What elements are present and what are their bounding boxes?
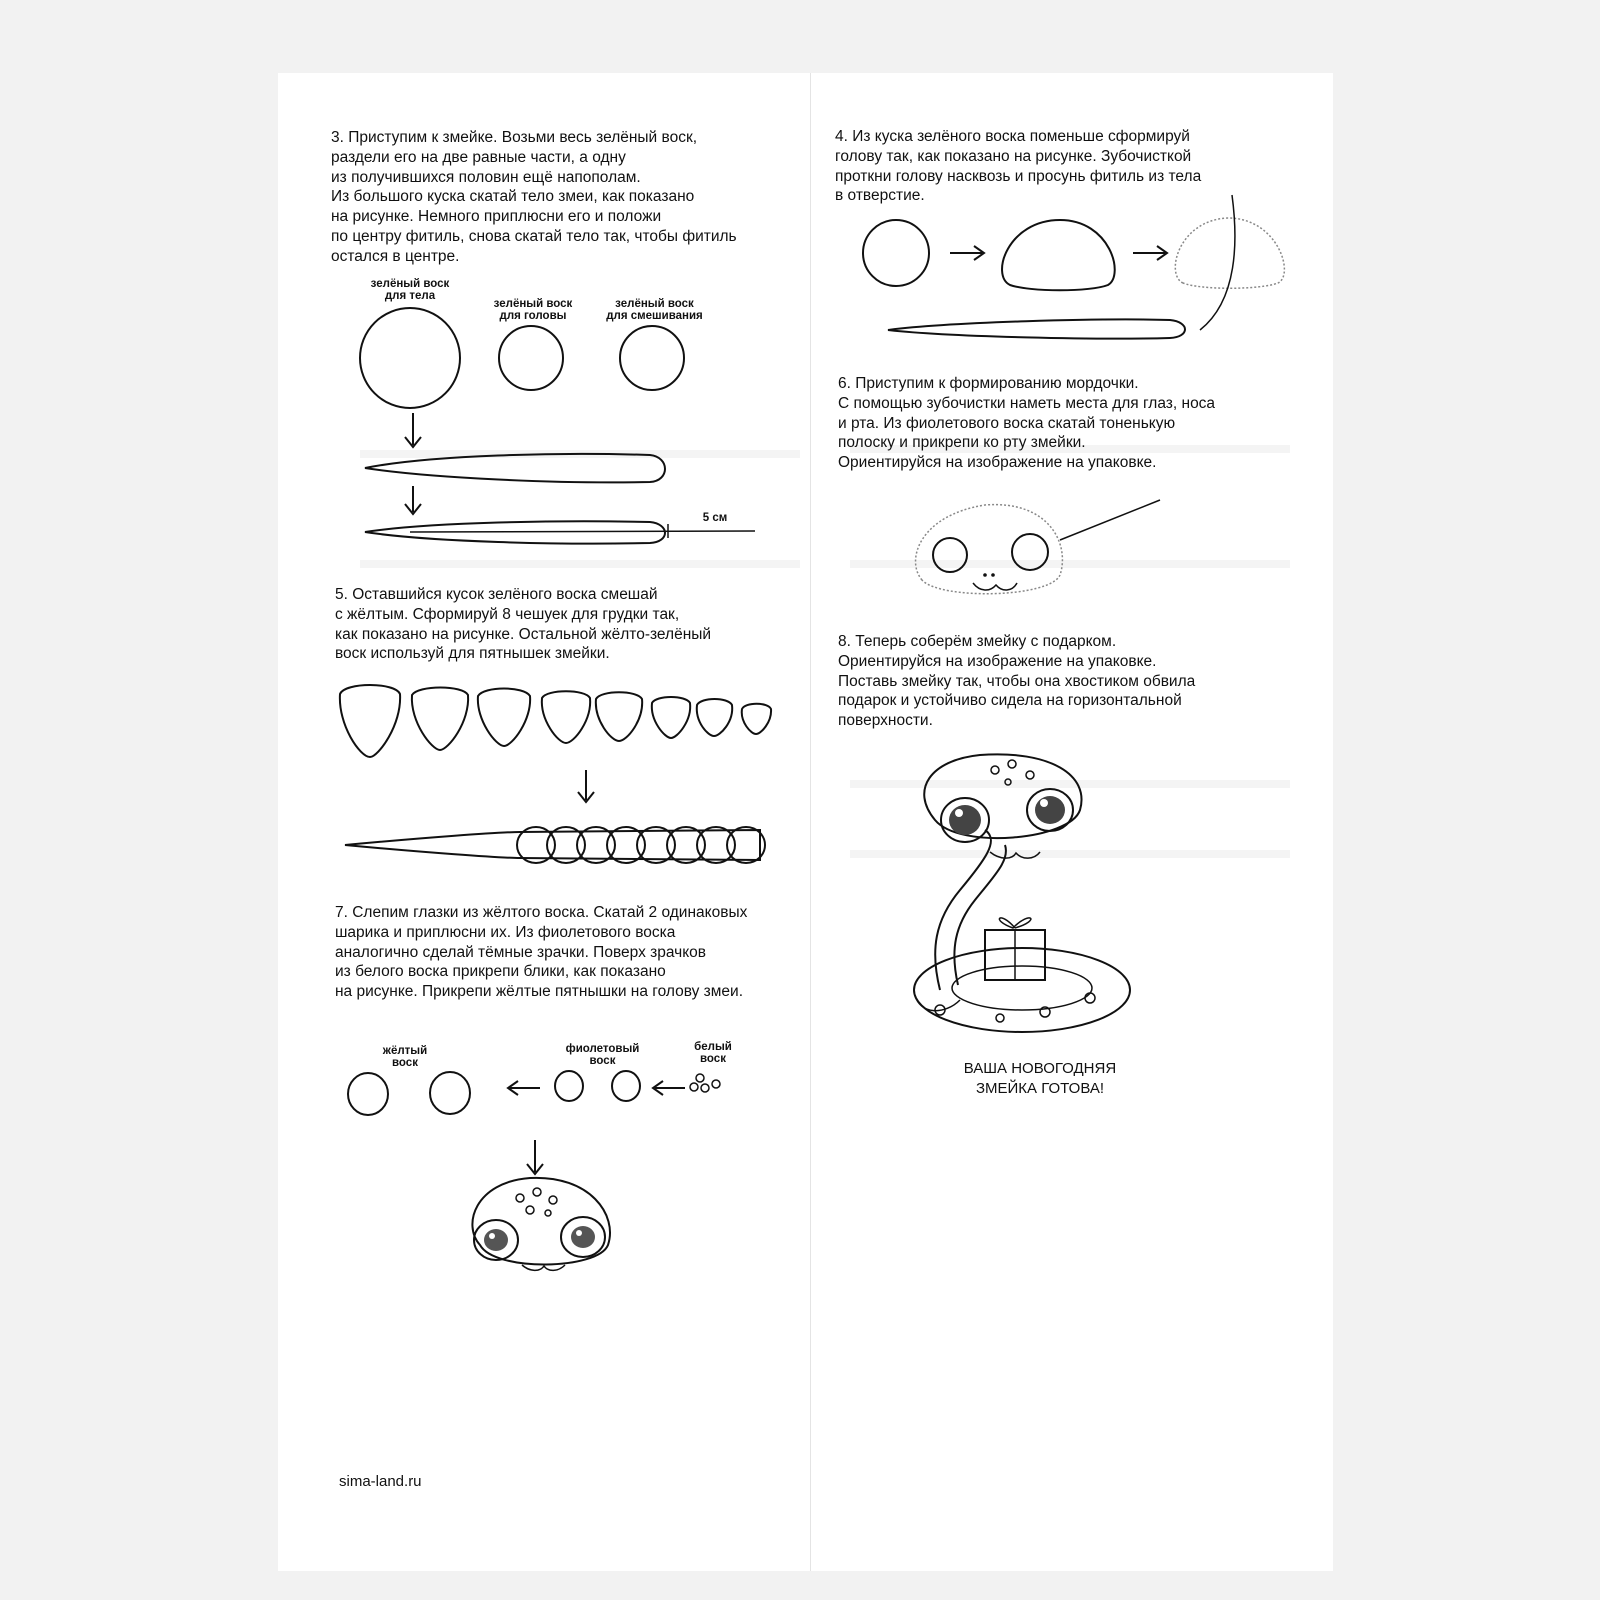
label-mix-wax: зелёный воск для смешивания (606, 298, 703, 322)
text-line: и рта. Из фиолетового воска скатай тоненькую (838, 414, 1176, 432)
label-violet-wax: фиолетовый воск (565, 1043, 640, 1067)
text-line: С помощью зубочистки наметь места для глаз, носа (838, 394, 1216, 412)
violet-ball (612, 1071, 640, 1101)
body-wax-ball (360, 308, 460, 408)
head-shape (1002, 220, 1115, 290)
text-line: 6. Приступим к формированию мордочки. (838, 375, 1139, 392)
text-line: Ориентируйся на изображение на упаковке. (838, 454, 1157, 472)
text-line: Поставь змейку так, чтобы она хвостиком обвила (838, 672, 1196, 690)
text-line: аналогично сделай тёмные зрачки. Поверх зрачков (335, 943, 707, 961)
text-line: как показано на рисунке. Остальной жёлто-зелёный (335, 625, 712, 643)
yellow-ball (348, 1073, 388, 1115)
white-dots (690, 1074, 720, 1092)
wick-through-head (1200, 195, 1235, 330)
violet-ball (555, 1071, 583, 1101)
text-line: воск используй для пятнышек змейки. (335, 645, 610, 663)
yellow-ball (430, 1072, 470, 1114)
text-line: 8. Теперь соберём змейку с подарком. (838, 633, 1117, 650)
finished-snake-illustration (914, 754, 1130, 1032)
label-yellow-wax: жёлтый воск (382, 1045, 428, 1069)
body-with-scales (345, 827, 765, 863)
text-line: на рисунке. Прикрепи жёлтые пятнышки на голову змеи. (335, 983, 743, 1001)
arrow-down-icon (578, 770, 594, 802)
snake-body-roll (365, 454, 665, 482)
final-caption: ВАША НОВОГОДНЯЯ ЗМЕЙКА ГОТОВА! (963, 1060, 1117, 1097)
label-white-wax: белый воск (694, 1041, 732, 1065)
text-line: из белого воска прикрепи блики, как показано (335, 963, 666, 981)
text-line: из получившихся половин ещё напополам. (331, 168, 641, 186)
head-wax-ball (499, 326, 563, 390)
site-url: sima-land.ru (339, 1473, 422, 1490)
text-line: проткни голову насквозь и просунь фитиль из тела (835, 167, 1202, 185)
text-line: раздели его на две равные части, а одну (331, 148, 626, 166)
head-ball (863, 220, 929, 286)
snake-body-with-wick (888, 319, 1185, 338)
text-line: полоску и прикрепи ко рту змейки. (838, 434, 1086, 452)
text-line: шарика и приплюсни их. Из фиолетового воска (335, 923, 676, 941)
text-line: в отверстие. (835, 187, 925, 205)
text-line: поверхности. (838, 712, 933, 730)
text-line: на рисунке. Немного приплюсни его и положи (331, 208, 662, 226)
text-line: голову так, как показано на рисунке. Зубочисткой (835, 147, 1192, 165)
text-line: с жёлтым. Сформируй 8 чешуек для грудки так, (335, 605, 680, 623)
text-line: 4. Из куска зелёного воска поменьше сформируй (835, 128, 1190, 145)
snake-head-with-eyes (472, 1178, 610, 1271)
mix-wax-ball (620, 326, 684, 390)
label-head-wax: зелёный воск для головы (493, 298, 573, 322)
arrow-down-icon (527, 1140, 543, 1174)
text-line: 3. Приступим к змейке. Возьми весь зелёный воск, (331, 129, 698, 146)
head-shape-dashed (1175, 218, 1284, 288)
text-line: остался в центре. (331, 247, 460, 265)
wick (410, 531, 755, 532)
face-sketch (916, 500, 1160, 594)
measure-label: 5 см (702, 512, 728, 524)
arrow-right-icon (950, 246, 984, 260)
text-line: Из большого куска скатай тело змеи, как показано (331, 188, 695, 206)
label-body-wax: зелёный воск для тела (370, 278, 450, 302)
arrow-left-icon (653, 1081, 685, 1095)
arrow-right-icon (1133, 246, 1167, 260)
arrow-left-icon (508, 1081, 540, 1095)
text-line: по центру фитиль, снова скатай тело так, чтобы фитиль (331, 227, 737, 245)
text-line: 7. Слепим глазки из жёлтого воска. Скатай 2 одинаковых (335, 904, 748, 921)
arrow-down-icon (405, 486, 421, 514)
text-line: 5. Оставшийся кусок зелёного воска смешай (335, 586, 658, 603)
text-line: Ориентируйся на изображение на упаковке. (838, 652, 1157, 670)
chest-scales (340, 685, 771, 757)
arrow-down-icon (405, 413, 421, 447)
text-line: подарок и устойчиво сидела на горизонтальной (838, 692, 1182, 710)
